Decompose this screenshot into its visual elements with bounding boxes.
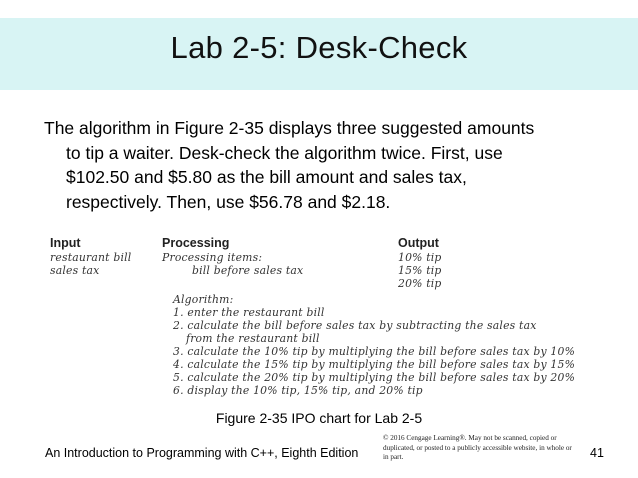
- body-line: $102.50 and $5.80 as the bill amount and sales tax,: [66, 167, 467, 187]
- input-item: sales tax: [50, 264, 100, 277]
- copyright-notice: © 2016 Cengage Learning®. May not be scanned, copied or duplicated, or posted to a publicly accessible website, in whole or in part.: [383, 434, 572, 461]
- output-item: 15% tip: [398, 264, 442, 277]
- output-item: 20% tip: [398, 277, 442, 290]
- processing-item: bill before sales tax: [192, 264, 304, 277]
- algorithm-step: 5. calculate the 20% tip by multiplying the bill before sales tax by 20%: [173, 371, 576, 384]
- input-header: Input: [50, 236, 81, 250]
- algorithm-step: 4. calculate the 15% tip by multiplying the bill before sales tax by 15%: [173, 358, 576, 371]
- body-line: The algorithm in Figure 2-35 displays three suggested amounts: [44, 118, 535, 138]
- input-item: restaurant bill: [50, 251, 132, 264]
- page-number: 41: [590, 446, 604, 460]
- output-item: 10% tip: [398, 251, 442, 264]
- output-header: Output: [398, 236, 439, 250]
- algorithm-step: 2. calculate the bill before sales tax by subtracting the sales tax: [173, 319, 537, 332]
- algorithm-step: from the restaurant bill: [186, 332, 320, 345]
- book-title: An Introduction to Programming with C++, Eighth Edition: [45, 446, 359, 460]
- processing-items-label: Processing items:: [162, 251, 263, 264]
- body-line: to tip a waiter. Desk-check the algorithm twice. First, use: [66, 142, 503, 163]
- processing-header: Processing: [162, 236, 230, 250]
- slide-title: Lab 2-5: Desk-Check: [170, 30, 468, 65]
- algorithm-label: Algorithm:: [173, 293, 234, 306]
- body-line: respectively. Then, use $56.78 and $2.18.: [66, 191, 391, 212]
- algorithm-step: 3. calculate the 10% tip by multiplying the bill before sales tax by 10%: [173, 345, 576, 358]
- algorithm-step: 1. enter the restaurant bill: [173, 306, 325, 319]
- figure-caption: Figure 2-35 IPO chart for Lab 2-5: [215, 410, 423, 426]
- algorithm-step: 6. display the 10% tip, 15% tip, and 20% tip: [173, 384, 423, 397]
